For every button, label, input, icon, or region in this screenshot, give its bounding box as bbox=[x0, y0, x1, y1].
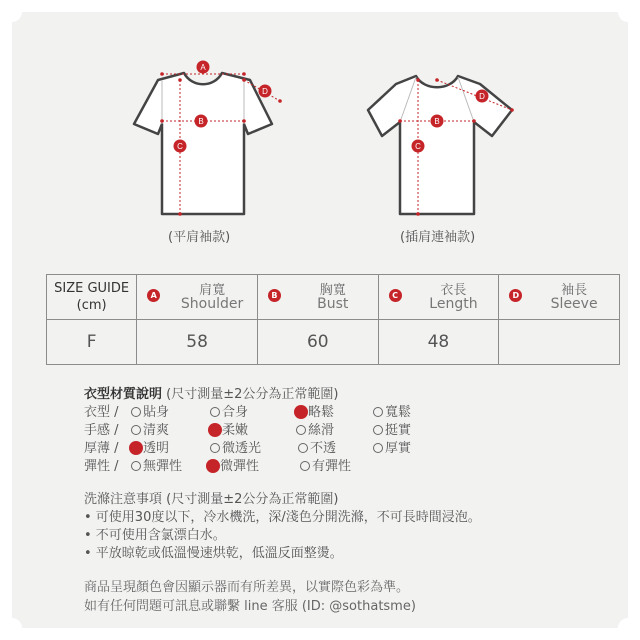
selected-dot-icon bbox=[206, 459, 220, 473]
marker-b bbox=[431, 115, 444, 128]
wash-title: 洗滌注意事項 (尺寸測量±2公分為正常範圍) bbox=[84, 492, 339, 507]
column-header-en: Length bbox=[429, 296, 478, 312]
size-cell: F bbox=[47, 320, 137, 365]
column-header-zh: 胸寬 bbox=[319, 283, 346, 298]
marker-c bbox=[174, 140, 187, 153]
material-row-label: 手感 / bbox=[84, 423, 119, 438]
svg-text:D: D bbox=[262, 87, 268, 96]
marker-c: C bbox=[389, 289, 402, 302]
color-note: 商品呈現顏色會因顯示器而有所差異，以實際色彩為準。 bbox=[84, 580, 410, 595]
shirt-diagrams bbox=[0, 0, 640, 260]
marker-a bbox=[197, 61, 210, 74]
option-item: 不透 bbox=[298, 437, 336, 456]
svg-text:B: B bbox=[434, 117, 440, 126]
material-row-elasticity bbox=[84, 455, 444, 473]
length-value: 48 bbox=[378, 320, 499, 365]
corner-cutout bbox=[2, 618, 22, 638]
column-header-zh: 肩寬 bbox=[199, 283, 226, 298]
bust-value: 60 bbox=[257, 320, 378, 365]
material-row-feel bbox=[84, 419, 444, 437]
table-header-row bbox=[47, 275, 620, 320]
option-item: 清爽 bbox=[131, 419, 169, 438]
column-header-bust bbox=[257, 275, 378, 320]
svg-text:D: D bbox=[479, 92, 485, 101]
option-item: 挺實 bbox=[373, 419, 411, 438]
wash-item: • 平放晾乾或低溫慢速烘乾，低溫反面整燙。 bbox=[84, 546, 343, 561]
circle-icon bbox=[298, 443, 308, 453]
column-header-en: Shoulder bbox=[180, 296, 244, 312]
option-item: 微透光 bbox=[210, 437, 261, 456]
option-item: 厚實 bbox=[373, 437, 411, 456]
shoulder-value: 58 bbox=[137, 320, 258, 365]
circle-icon bbox=[296, 425, 306, 435]
option-item-selected: 透明 bbox=[131, 437, 169, 456]
circle-icon bbox=[373, 407, 383, 417]
material-row-label: 衣型 / bbox=[84, 405, 119, 420]
material-row-thickness bbox=[84, 437, 444, 455]
material-row-fit bbox=[84, 401, 444, 419]
size-guide-label: SIZE GUIDE bbox=[54, 281, 130, 296]
left-shirt-caption: (平肩袖款) bbox=[168, 230, 231, 245]
circle-icon bbox=[373, 443, 383, 453]
option-item-selected: 柔嫩 bbox=[210, 419, 248, 438]
selected-dot-icon bbox=[208, 423, 222, 437]
material-heading bbox=[84, 383, 338, 402]
selected-dot-icon bbox=[129, 441, 143, 455]
svg-text:C: C bbox=[415, 142, 421, 151]
option-item: 無彈性 bbox=[131, 455, 182, 474]
column-header-en: Bust bbox=[317, 296, 349, 312]
option-item: 寬鬆 bbox=[373, 401, 411, 420]
option-item: 絲滑 bbox=[296, 419, 334, 438]
wash-item: • 可使用30度以下，冷水機洗，深/淺色分開洗滌，不可長時間浸泡。 bbox=[84, 510, 481, 525]
marker-c bbox=[412, 140, 425, 153]
table-row bbox=[47, 320, 620, 365]
marker-b: B bbox=[268, 289, 281, 302]
marker-d: D bbox=[509, 289, 522, 302]
raglan-sleeve-shirt-icon bbox=[368, 76, 514, 216]
column-header-en: Sleeve bbox=[550, 296, 598, 312]
material-row-label: 厚薄 / bbox=[84, 441, 119, 456]
option-item: 有彈性 bbox=[300, 455, 351, 474]
option-item: 合身 bbox=[210, 401, 248, 420]
marker-a: A bbox=[147, 289, 160, 302]
column-header-shoulder bbox=[137, 275, 258, 320]
column-header-length bbox=[378, 275, 499, 320]
marker-b bbox=[195, 115, 208, 128]
svg-text:A: A bbox=[200, 63, 206, 72]
circle-icon bbox=[300, 461, 310, 471]
column-header-sleeve bbox=[499, 275, 620, 320]
contact-note: 如有任何問題可訊息或聯繫 line 客服 (ID: @sothatsme) bbox=[84, 599, 416, 614]
circle-icon bbox=[210, 443, 220, 453]
svg-text:C: C bbox=[177, 142, 183, 151]
material-title: 衣型材質說明 bbox=[84, 387, 163, 402]
marker-d bbox=[259, 85, 272, 98]
option-item-selected: 微彈性 bbox=[208, 455, 259, 474]
circle-icon bbox=[210, 407, 220, 417]
wash-item: • 不可使用含氯漂白水。 bbox=[84, 528, 226, 543]
svg-text:B: B bbox=[198, 117, 204, 126]
option-item-selected: 略鬆 bbox=[296, 401, 334, 420]
size-guide-unit: (cm) bbox=[76, 298, 107, 313]
sleeve-value bbox=[499, 320, 620, 365]
circle-icon bbox=[131, 407, 141, 417]
size-table bbox=[46, 274, 620, 365]
circle-icon bbox=[131, 425, 141, 435]
selected-dot-icon bbox=[294, 405, 308, 419]
material-row-label: 彈性 / bbox=[84, 459, 119, 474]
marker-d bbox=[476, 90, 489, 103]
corner-cutout bbox=[618, 618, 638, 638]
column-header-zh: 衣長 bbox=[440, 283, 467, 298]
material-note: (尺寸測量±2公分為正常範圍) bbox=[162, 387, 339, 402]
circle-icon bbox=[131, 461, 141, 471]
size-guide-cell bbox=[47, 275, 137, 320]
column-header-zh: 袖長 bbox=[561, 283, 588, 298]
option-item: 貼身 bbox=[131, 401, 169, 420]
right-shirt-caption: (插肩連袖款) bbox=[400, 230, 476, 245]
circle-icon bbox=[373, 425, 383, 435]
